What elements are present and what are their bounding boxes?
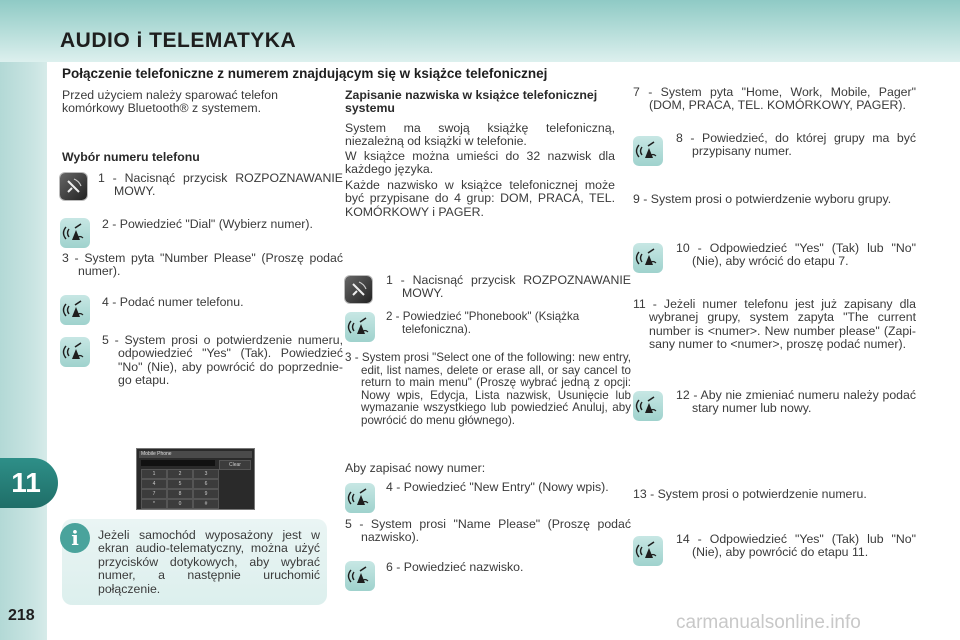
page-number: 218 <box>8 607 35 624</box>
chapter-number: 11 <box>11 467 41 498</box>
col2-paragraph-2: W książce można umieści do 32 nazwisk dla każdego języka. <box>345 149 615 177</box>
col2-step-4: 4 - Powiedzieć "New Entry" (Nowy wpis). <box>386 480 609 494</box>
voice-command-icon <box>633 391 663 421</box>
col3-step-10: 10 - Odpowiedzieć "Yes" (Tak) lub "No" (Nie), aby wrócić do etapu 7. <box>676 241 916 269</box>
voice-command-icon <box>60 295 90 325</box>
screen-key: 4 <box>141 479 167 489</box>
col1-step-3: 3 - System pyta "Number Please" (Proszę podać numer). <box>62 251 343 279</box>
page-header-title: AUDIO i TELEMATYKA <box>60 29 297 52</box>
screen-number-field <box>141 460 215 466</box>
col3-step-14: 14 - Odpowiedzieć "Yes" (Tak) lub "No" (Nie), aby powrócić do etapu 11. <box>676 532 916 560</box>
col3-step-13: 13 - System prosi o potwierdzenie numeru. <box>633 487 867 501</box>
col2-step-1: 1 - Nacisnąć przycisk ROZPOZNAWANIE MOWY. <box>386 273 631 301</box>
screen-key: 7 <box>141 489 167 499</box>
voice-command-icon <box>633 136 663 166</box>
screen-key: # <box>193 499 219 509</box>
watermark: carmanualsonline.info <box>676 612 861 633</box>
screen-key: 9 <box>193 489 219 499</box>
col2-paragraph-1: System ma swoją książkę telefoniczną, niezależną od książki w telefonie. <box>345 121 615 149</box>
screen-key: * <box>141 499 167 509</box>
col3-step-8: 8 - Powiedzieć, do której grupy ma być przypisany numer. <box>676 131 916 159</box>
info-icon: i <box>60 523 90 553</box>
subheading-dial: Wybór numeru telefonu <box>62 150 200 164</box>
screen-key: 6 <box>193 479 219 489</box>
col3-step-7: 7 - System pyta "Home, Work, Mobile, Pager" (DOM, PRACA, TEL. KOMÓRKOWY, PAGER). <box>633 85 916 113</box>
screen-key: 2 <box>167 469 193 479</box>
voice-button-icon <box>60 173 87 200</box>
voice-command-icon <box>633 243 663 273</box>
col2-paragraph-3: Każde nazwisko w książce telefonicznej może być przypisane do 4 grup: DOM, PRACA, TEL. KOMÓRKOWY i PAGER. <box>345 178 615 219</box>
col2-step-5: 5 - System prosi "Name Please" (Proszę podać nazwisko). <box>345 517 631 545</box>
screen-key: 0 <box>167 499 193 509</box>
voice-command-icon <box>345 312 375 342</box>
col1-step-4: 4 - Podać numer telefonu. <box>102 295 244 309</box>
new-number-lead: Aby zapisać nowy numer: <box>345 461 486 475</box>
screen-key: 3 <box>193 469 219 479</box>
col3-step-11: 11 - Jeżeli numer telefonu jest już zapisany dla wybranej grupy, system zapyta "The current number is <numer>. New number please" (Zapisany numer to <numer>, proszę podać numer). <box>633 297 916 352</box>
col3-step-9: 9 - System prosi o potwierdzenie wyboru grupy. <box>633 192 892 206</box>
voice-command-icon <box>60 218 90 248</box>
screen-key: 8 <box>167 489 193 499</box>
voice-command-icon <box>60 337 90 367</box>
screen-title: Mobile Phone <box>139 451 252 458</box>
section-title: Połączenie telefoniczne z numerem znajdującym się w książce telefonicznej <box>62 66 548 81</box>
screen-key-clear: Clear <box>219 460 251 470</box>
col1-step-5: 5 - System prosi o potwierdzenie numeru, odpowiedzieć "Yes" (Tak). Powiedzieć "No" (Nie), aby powrócić do poprzedniego etapu. <box>102 333 343 388</box>
col3-step-12: 12 - Aby nie zmieniać numeru należy podać stary numer lub nowy. <box>676 388 916 416</box>
screen-key: 1 <box>141 469 167 479</box>
info-text: Jeżeli samochód wyposażony jest w ekran audio-telematyczny, można użyć przycisków dotykowych, aby wybrać numer, a następnie uruchomić połączenie. <box>98 528 320 596</box>
voice-command-icon <box>345 561 375 591</box>
col2-step-2: 2 - Powiedzieć "Phonebook" (Książka telefoniczna). <box>386 310 580 337</box>
col1-step-1: 1 - Nacisnąć przycisk ROZPOZNAWANIE MOWY. <box>98 171 343 199</box>
subheading-phonebook: Zapisanie nazwiska w książce telefonicznej systemu <box>345 88 598 116</box>
voice-button-icon <box>345 276 372 303</box>
intro-text: Przed użyciem należy sparować telefon komórkowy Bluetooth® z systemem. <box>62 88 278 116</box>
voice-command-icon <box>345 483 375 513</box>
col1-step-2: 2 - Powiedzieć "Dial" (Wybierz numer). <box>102 217 313 231</box>
col2-step-6: 6 - Powiedzieć nazwisko. <box>386 560 524 574</box>
screen-key: 5 <box>167 479 193 489</box>
chapter-tab <box>0 458 58 508</box>
col2-step-3: 3 - System prosi "Select one of the following: new entry, edit, list names, delete or erase all, or say cancel to return to main menu" (Proszę wybrać jedną z opcji: Nowy wpis, Edycja, Lista nazwisk, Usunięcie lub wymazanie wszystkiego lub powiedzieć Anuluj, aby powrócić do menu głównego). <box>345 351 631 427</box>
phone-keypad-screen <box>136 448 255 510</box>
sidebar-strip <box>0 0 47 640</box>
voice-command-icon <box>633 536 663 566</box>
